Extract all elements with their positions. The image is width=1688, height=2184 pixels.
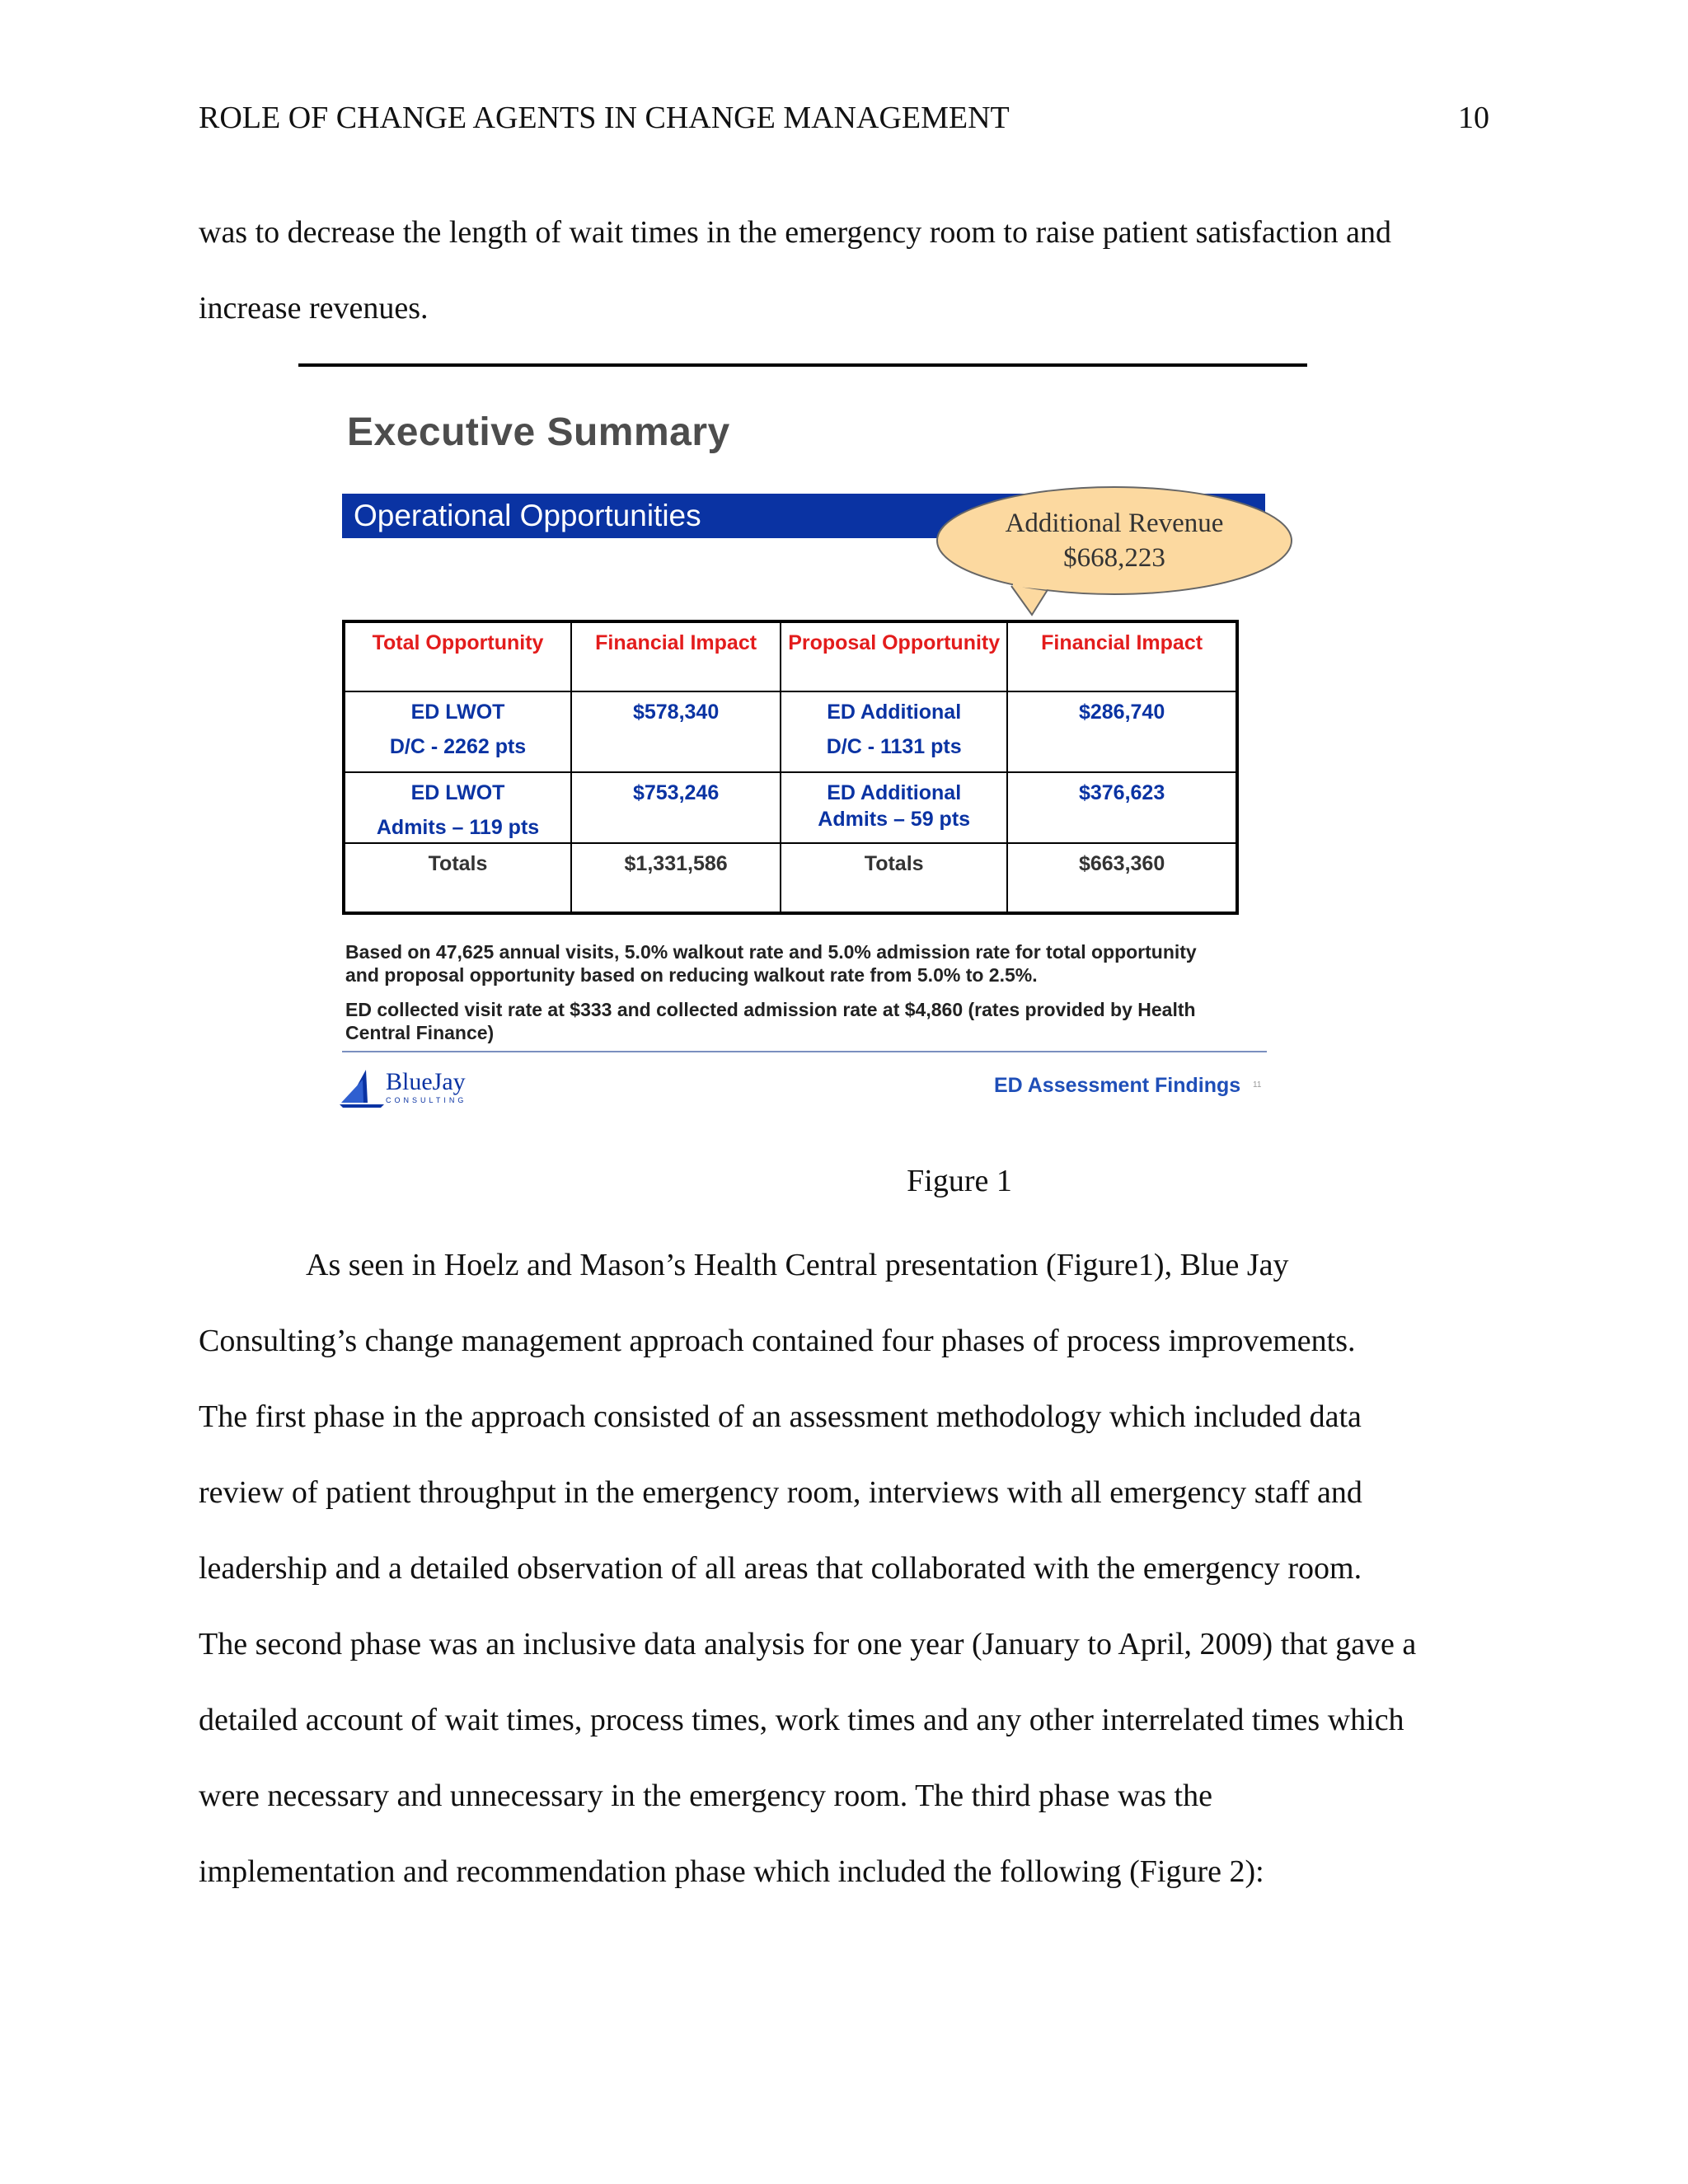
note-basis [345, 940, 1268, 987]
slide-title: Executive Summary [347, 410, 730, 454]
additional-revenue-callout [933, 483, 1296, 623]
cell-line: ED Additional [827, 701, 962, 724]
footer-label: ED Assessment Findings [994, 1074, 1241, 1097]
table-cell: $753,246 [571, 772, 781, 843]
callout-amount: $668,223 [1063, 543, 1165, 573]
header-total-opportunity: Total Opportunity [344, 621, 571, 691]
figure-caption: Figure 1 [907, 1164, 1012, 1198]
table-cell [344, 772, 571, 843]
table-cell: $663,360 [1007, 843, 1237, 913]
table-totals-row [344, 843, 1237, 913]
table-cell: $1,331,586 [571, 843, 781, 913]
table-cell [781, 691, 1007, 772]
header-financial-impact: Financial Impact [571, 621, 781, 691]
figure-1-slide [298, 363, 1307, 1120]
callout-text [933, 483, 1296, 598]
table-cell: $376,623 [1007, 772, 1237, 843]
logo-text: BlueJay [386, 1068, 466, 1095]
cell-line: D/C - 1131 pts [826, 735, 962, 758]
body-line: Consulting’s change management approach contained four phases of process improvements. [199, 1324, 1356, 1358]
cell-line: ED LWOT [410, 781, 505, 804]
note-line: ED collected visit rate at $333 and collected admission rate at $4,860 (rates provided by Health [345, 999, 1196, 1020]
running-head-title: ROLE OF CHANGE AGENTS IN CHANGE MANAGEMENT [199, 101, 1010, 135]
body-line: detailed account of wait times, process times, work times and any other interrelated times which [199, 1703, 1404, 1737]
page-number: 10 [1458, 101, 1489, 135]
intro-line: was to decrease the length of wait times in the emergency room to raise patient satisfaction and [199, 215, 1392, 250]
table-cell: Totals [781, 843, 1007, 913]
callout-line1: Additional Revenue [1005, 509, 1224, 538]
table-cell [344, 691, 571, 772]
header-proposal-opportunity: Proposal Opportunity [781, 621, 1007, 691]
body-paragraph [199, 1227, 1493, 1910]
cell-line: Admits – 59 pts [818, 808, 971, 831]
slide-top-rule [298, 363, 1307, 367]
cell-line: Admits – 119 pts [376, 816, 540, 839]
body-line: The second phase was an inclusive data analysis for one year (January to April, 2009) that gave a [199, 1627, 1417, 1661]
cell-line: D/C - 2262 pts [389, 735, 527, 758]
operational-opportunities-banner: Operational Opportunities [342, 494, 1265, 538]
header-financial-impact-2: Financial Impact [1007, 621, 1237, 691]
table-cell: Totals [344, 843, 571, 913]
cell-line: ED LWOT [410, 701, 505, 724]
body-line: leadership and a detailed observation of all areas that collaborated with the emergency room. [199, 1551, 1362, 1586]
slide-number: 11 [1253, 1080, 1262, 1090]
slide-notes [345, 940, 1268, 1056]
slide-footer-rule [342, 1051, 1267, 1052]
intro-line: increase revenues. [199, 291, 429, 326]
bluejay-logo [340, 1068, 480, 1109]
note-line: Based on 47,625 annual visits, 5.0% walkout rate and 5.0% admission rate for total opportunity [345, 941, 1197, 963]
table-row [344, 691, 1237, 772]
cell-line: ED Additional [827, 781, 962, 804]
table-cell [781, 772, 1007, 843]
table-cell: $286,740 [1007, 691, 1237, 772]
note-rates [345, 998, 1268, 1044]
body-line: The first phase in the approach consisted of an assessment methodology which included data [199, 1399, 1362, 1434]
note-line: and proposal opportunity based on reducing walkout rate from 5.0% to 2.5%. [345, 964, 1038, 986]
financial-impact-table [342, 620, 1239, 915]
body-line: were necessary and unnecessary in the emergency room. The third phase was the [199, 1779, 1212, 1813]
table-row [344, 772, 1237, 843]
body-line: As seen in Hoelz and Mason’s Health Central presentation (Figure1), Blue Jay [306, 1248, 1289, 1282]
table-cell: $578,340 [571, 691, 781, 772]
table-header-row [344, 621, 1237, 691]
sailboat-icon [340, 1068, 384, 1109]
running-header [199, 97, 1489, 138]
intro-paragraph [199, 194, 1493, 346]
note-line: Central Finance) [345, 1022, 495, 1043]
logo-subtext: CONSULTING [386, 1096, 467, 1104]
body-line: review of patient throughput in the emergency room, interviews with all emergency staff and [199, 1475, 1362, 1510]
body-line: implementation and recommendation phase which included the following (Figure 2): [199, 1854, 1264, 1889]
